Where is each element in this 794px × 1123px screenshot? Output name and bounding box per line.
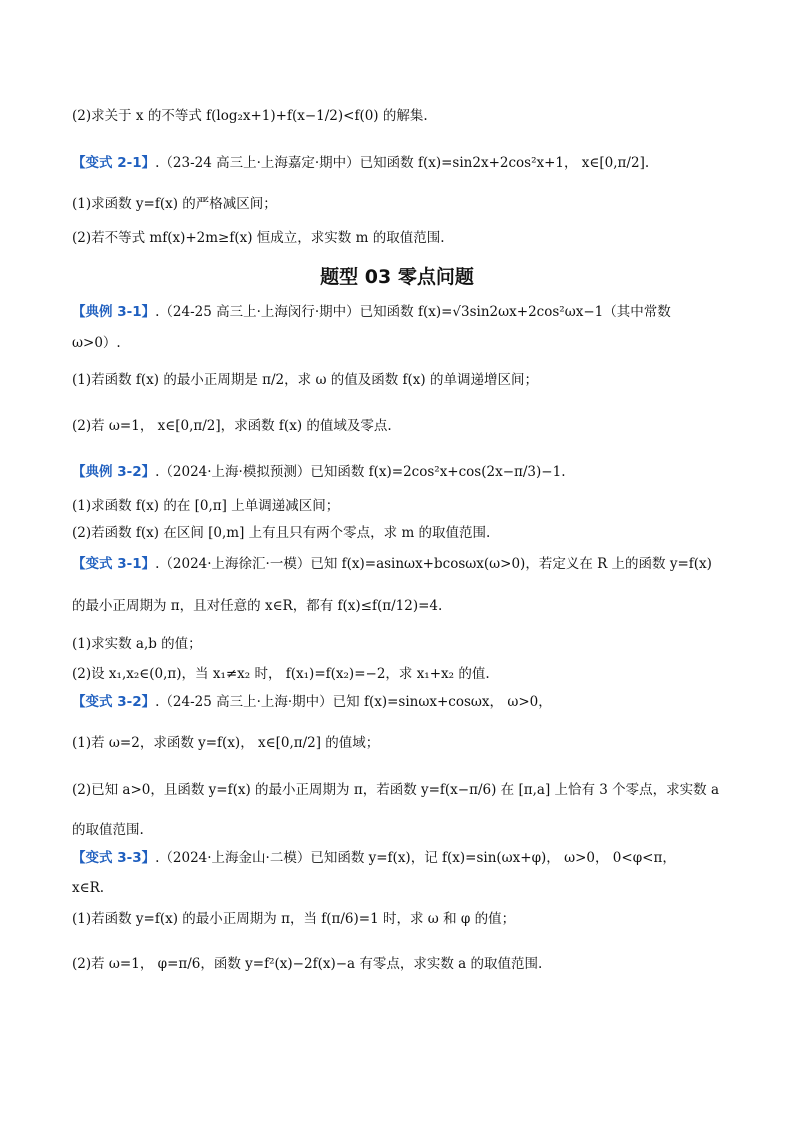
example-3-1-q2: (2)若 ω=1， x∈[0,π/2]，求函数 f(x) 的值域及零点. bbox=[72, 418, 392, 434]
variant-3-2-tag: 【变式 3-2】 bbox=[72, 694, 156, 710]
example-3-2-tag: 【典例 3-2】 bbox=[72, 464, 156, 480]
question-2-line: (2)求关于 x 的不等式 f(log₂x+1)+f(x−1/2)<f(0) 的解集. bbox=[72, 108, 428, 124]
variant-3-1-statement-cont: 的最小正周期为 π，且对任意的 x∈R，都有 f(x)≤f(π/12)=4. bbox=[72, 598, 443, 614]
variant-3-1-q2: (2)设 x₁,x₂∈(0,π)，当 x₁≠x₂ 时， f(x₁)=f(x₂)=−2，求 x₁+x₂ 的值. bbox=[72, 666, 490, 682]
variant-3-1-statement: .（2024·上海徐汇·一模）已知 f(x)=asinωx+bcosωx(ω>0)，若定义在 R 上的函数 y=f(x) bbox=[155, 556, 712, 572]
variant-3-3-statement: .（2024·上海金山·二模）已知函数 y=f(x)，记 f(x)=sin(ωx+φ)， ω>0， 0<φ<π， bbox=[155, 850, 676, 866]
example-3-2-q2: (2)若函数 f(x) 在区间 [0,m] 上有且只有两个零点，求 m 的取值范围. bbox=[72, 525, 491, 541]
example-3-2-q1: (1)求函数 f(x) 的在 [0,π] 上单调递减区间； bbox=[72, 498, 340, 514]
variant-3-1-q1: (1)求实数 a,b 的值； bbox=[72, 636, 202, 652]
variant-2-1-q2: (2)若不等式 mf(x)+2m≥f(x) 恒成立，求实数 m 的取值范围. bbox=[72, 230, 445, 246]
variant-2-1-statement: .（23-24 高三上·上海嘉定·期中）已知函数 f(x)=sin2x+2cos²x+1， x∈[0,π/2]. bbox=[155, 155, 650, 171]
variant-3-3-q2: (2)若 ω=1， φ=π/6，函数 y=f²(x)−2f(x)−a 有零点，求实数 a 的取值范围. bbox=[72, 956, 543, 972]
example-3-1-statement-cont: ω>0）. bbox=[72, 335, 121, 351]
variant-3-2-q2: (2)已知 a>0，且函数 y=f(x) 的最小正周期为 π，若函数 y=f(x−π/6) 在 [π,a] 上恰有 3 个零点，求实数 a bbox=[72, 782, 720, 798]
example-3-1-tag: 【典例 3-1】 bbox=[72, 304, 156, 320]
variant-2-1-tag: 【变式 2-1】 bbox=[72, 155, 156, 171]
example-3-2-statement: .（2024·上海·模拟预测）已知函数 f(x)=2cos²x+cos(2x−π/3)−1. bbox=[155, 464, 566, 480]
variant-3-1-tag: 【变式 3-1】 bbox=[72, 556, 156, 572]
section-title: 题型 03 零点问题 bbox=[320, 266, 474, 288]
variant-3-3-tag: 【变式 3-3】 bbox=[72, 850, 156, 866]
variant-3-2-q1: (1)若 ω=2，求函数 y=f(x)， x∈[0,π/2] 的值域； bbox=[72, 735, 380, 751]
variant-3-2-q2-cont: 的取值范围. bbox=[72, 822, 144, 838]
variant-3-2-header bbox=[72, 692, 734, 712]
example-3-1-q1: (1)若函数 f(x) 的最小正周期是 π/2，求 ω 的值及函数 f(x) 的单调递增区间； bbox=[72, 372, 538, 388]
variant-2-1-header bbox=[72, 153, 734, 173]
variant-3-2-statement: .（24-25 高三上·上海·期中）已知 f(x)=sinωx+cosωx， ω>0， bbox=[155, 694, 552, 710]
variant-3-3-statement-cont: x∈R. bbox=[72, 880, 105, 896]
variant-3-3-header bbox=[72, 848, 734, 868]
example-3-1-header bbox=[72, 302, 734, 322]
example-3-1-statement: .（24-25 高三上·上海闵行·期中）已知函数 f(x)=√3sin2ωx+2cos²ωx−1（其中常数 bbox=[155, 304, 671, 320]
variant-3-1-header bbox=[72, 554, 734, 574]
example-3-2-header bbox=[72, 462, 734, 482]
variant-3-3-q1: (1)若函数 y=f(x) 的最小正周期为 π，当 f(π/6)=1 时，求 ω 和 φ 的值； bbox=[72, 911, 516, 927]
variant-2-1-q1: (1)求函数 y=f(x) 的严格减区间； bbox=[72, 196, 277, 212]
